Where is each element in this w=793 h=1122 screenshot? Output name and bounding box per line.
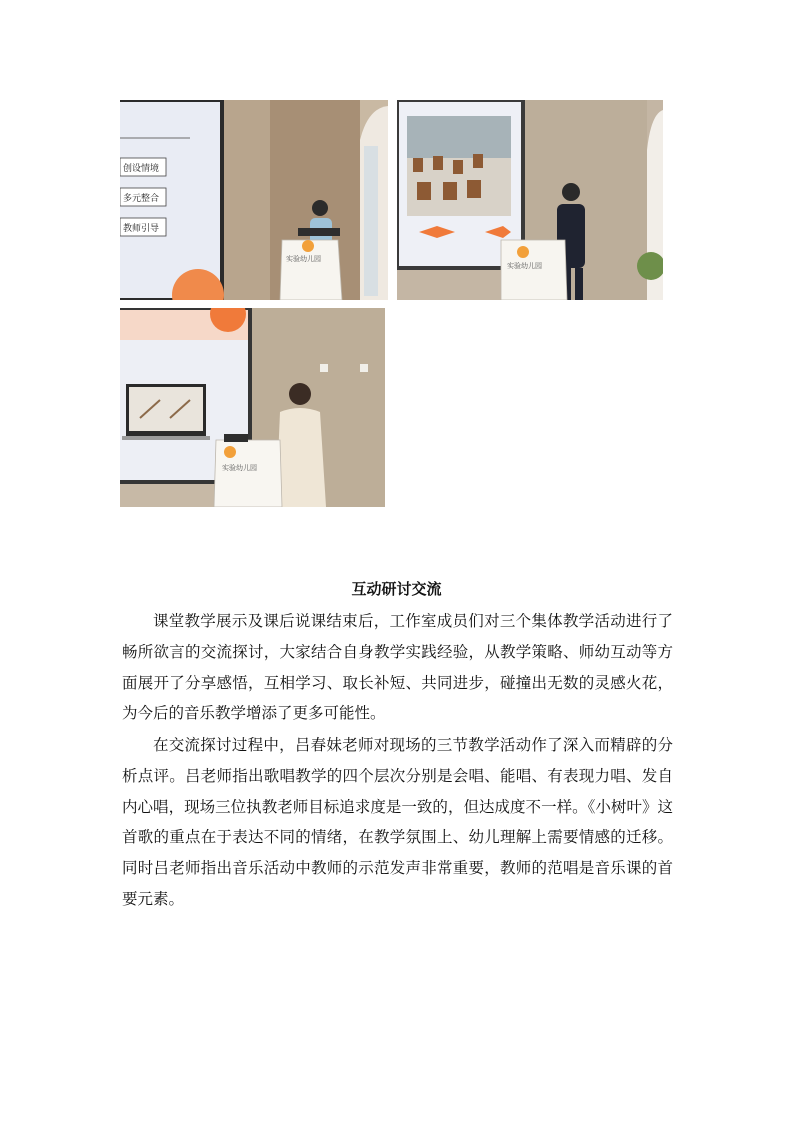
podium-text: 实验幼儿园 [507, 262, 542, 270]
paragraph-1: 课堂教学展示及课后说课结束后，工作室成员们对三个集体教学活动进行了畅所欲言的交流探讨，大家结合自身教学实践经验，从教学策略、师幼互动等方面展开了分享感悟，互相学习、取长补短、共同进步，碰撞出无数的灵感火花，为今后的音乐教学增添了更多可能性。 [122, 612, 673, 723]
photo-presentation-3 [120, 308, 385, 507]
podium-text: 实验幼儿园 [286, 255, 321, 263]
section-heading: 互动研讨交流 [351, 580, 442, 598]
slide-item-3: 教师引导 [123, 224, 160, 234]
podium-text: 实验幼儿园 [222, 464, 257, 472]
paragraph-2: 在交流探讨过程中，吕春妹老师对现场的三节教学活动作了深入而精辟的分析点评。吕老师指出歌唱教学的四个层次分别是会唱、能唱、有表现力唱、发自内心唱，现场三位执教老师目标追求度是一致的，但达成度不一样。《小树叶》这首歌的重点在于表达不同的情绪，在教学氛围上、幼儿理解上需要情感的迁移。同时吕老师指出音乐活动中教师的示范发声非常重要，教师的范唱是音乐课的首要元素。 [122, 736, 673, 908]
photo-presentation-2 [397, 100, 663, 300]
slide-item-1: 创设情境 [123, 164, 160, 174]
photo-presentation-1 [120, 100, 388, 300]
slide-item-2: 多元整合 [123, 194, 160, 204]
